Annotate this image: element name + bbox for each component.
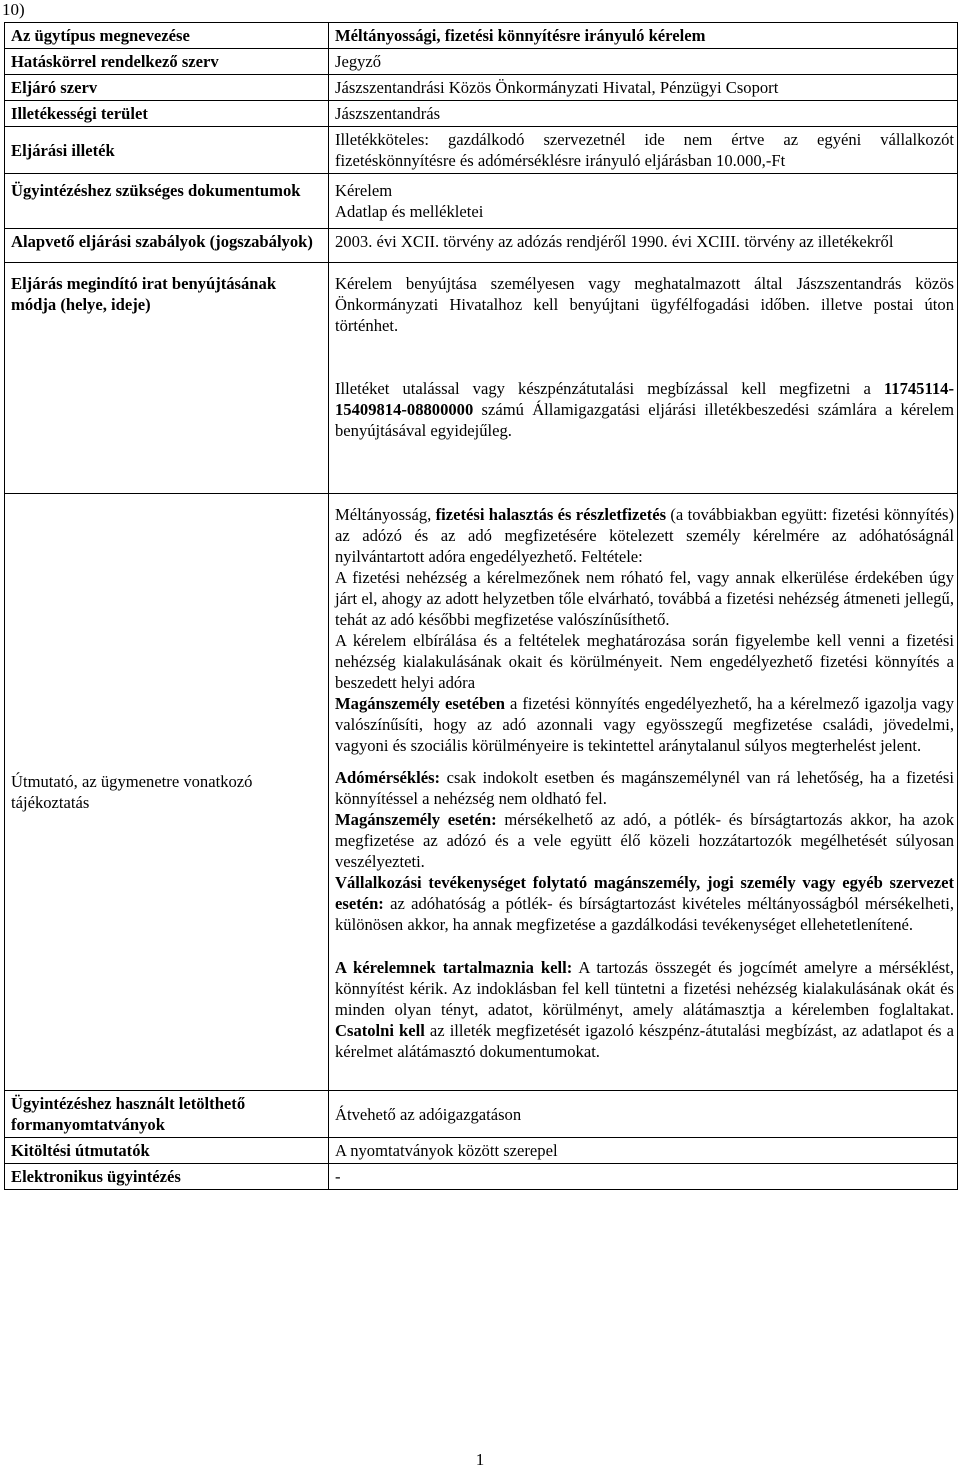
label-hataskor: Hatáskörrel rendelkező szerv (5, 49, 329, 75)
guide-paragraph: Vállalkozási tevékenységet folytató magánszemély, jogi személy vagy egyéb szervezet esetén: az adóhatóság a pótlék- és bírságtartozást kivételes méltányosságból mérsékelheti, különösen akkor, ha annak megfizetése a gazdálkodási tevékenységet ellehetetlenítené. (335, 873, 954, 934)
guide-paragraph: Magánszemély esetén: mérsékelhető az adó, a pótlék- és bírságtartozás akkor, ha azok megfizetése az adózó és a vele együtt élő közeli hozzátartozók megélhetését súlyosan veszélyezteti. (335, 810, 955, 871)
account-number: 11745114-15409814-08800000 (335, 379, 954, 419)
guide-paragraph: A kérelemnek tartalmaznia kell: A tartozás összegét és jogcímét amelyre a mérséklést, könnyítést kérik. Az indoklásban fel kell tüntetni a fizetési nehézség kialakulásának okát és minden olyan tényt, adatot, körülményt, amely alátámasztja a kérelemben foglaltakat. Csatolni kell az illeték megfizetését igazoló készpénz-átutalási megbízást, az adatlapot és a kérelmet alátámasztó dokumentumokat. (335, 958, 954, 1061)
value-ugytipus: Méltányossági, fizetési könnyítésre irányuló kérelem (329, 23, 958, 49)
table-row (5, 23, 958, 49)
table-row (5, 49, 958, 75)
guide-paragraph: Magánszemély esetében a fizetési könnyítés engedélyezhető, ha a kérelmező igazolja vagy valószínűsíti, hogy az adó azonnali vagy egyösszegű megfizetése családi, jövedelmi, vagyoni és szociális körülményeire is tekintettel aránytalanul súlyos megterhelést jelent. (335, 694, 954, 755)
table-row (5, 263, 958, 494)
table-row (5, 494, 958, 1091)
label-megindito: Eljárás megindító irat benyújtásának módja (helye, ideje) (5, 263, 329, 494)
value-illetek: Illetékköteles: gazdálkodó szervezetnél ide nem értve az egyéni vállalkozót fizetéskönnyítésre és adómérséklésre irányuló eljárásban 10.000,-Ft (329, 127, 958, 174)
label-eljaro: Eljáró szerv (5, 75, 329, 101)
doc-item-kerelem: Kérelem (335, 181, 393, 200)
label-electronic: Elektronikus ügyintézés (5, 1164, 329, 1190)
value-dokumentumok (329, 174, 958, 229)
label-ugytipus: Az ügytípus megnevezése (5, 23, 329, 49)
page-number: 1 (475, 1450, 485, 1469)
submission-text: Kérelem benyújtása személyesen vagy meghatalmazott által Jászszentandrás közös Önkormányzati Hivatalhoz kell benyújtani ügyfélfogadási időben. illetve postai úton történhet. (335, 274, 954, 335)
table-row (5, 101, 958, 127)
table-row (5, 127, 958, 174)
label-illetekesseg: Illetékességi terület (5, 101, 329, 127)
table-row (5, 174, 958, 229)
guide-paragraph: A fizetési nehézség a kérelmezőnek nem róható fel, vagy annak elkerülése érdekében úgy járt el, ahogy az adott helyzetben tőle elvárható, továbbá a fizetési nehézség átmeneti jellegű, tehát az adó későbbi megfizetése valószínűsíthető. (335, 568, 954, 629)
value-illetekesseg: Jászszentandrás (329, 101, 958, 127)
value-megindito (329, 263, 958, 494)
label-forms: Ügyintézéshez használt letölthető formanyomtatványok (5, 1091, 329, 1138)
value-forms: Átvehető az adóigazgatáson (329, 1091, 958, 1138)
guide-paragraph: A kérelem elbírálása és a feltételek meghatározása során figyelembe kell venni a fizetési nehézség kialakulásának okait és körülményeit. Nem engedélyezhető fizetési könnyítés a beszedett helyi adóra (335, 631, 954, 692)
payment-text: Illetéket utalással vagy készpénzátutalási megbízással kell megfizetni a 11745114-15409814-08800000 számú Államigazgatási eljárási illetékbeszedési számlára a kérelem benyújtásával egyidejűleg. (335, 379, 954, 440)
table-row (5, 1164, 958, 1190)
procedure-table (4, 22, 958, 1190)
label-fill: Kitöltési útmutatók (5, 1138, 329, 1164)
item-number: 10) (2, 0, 25, 19)
value-eljaro: Jászszentandrási Közös Önkormányzati Hivatal, Pénzügyi Csoport (329, 75, 958, 101)
label-illetek: Eljárási illeték (5, 127, 329, 174)
value-szabalyok: 2003. évi XCII. törvény az adózás rendjéről 1990. évi XCIII. törvény az illetékekről (329, 229, 958, 263)
value-utmutato (329, 494, 958, 1091)
label-dokumentumok: Ügyintézéshez szükséges dokumentumok (5, 174, 329, 229)
table-row (5, 1091, 958, 1138)
table-row (5, 1138, 958, 1164)
guide-paragraph: Méltányosság, fizetési halasztás és részletfizetés (a továbbiakban együtt: fizetési könnyítés) az adózó és az adó megfizetésére kötelezett személy kérelmére az adóhatóságnál nyilvántartott adóra engedélyezhető. Feltétele: (335, 505, 954, 566)
label-utmutato: Útmutató, az ügymenetre vonatkozó tájékoztatás (5, 494, 329, 1091)
table-row (5, 229, 958, 263)
value-hataskor: Jegyző (329, 49, 958, 75)
value-electronic: - (329, 1164, 958, 1190)
table-row (5, 75, 958, 101)
doc-item-adatlap: Adatlap és mellékletei (335, 202, 484, 221)
label-szabalyok: Alapvető eljárási szabályok (jogszabályok) (5, 229, 329, 263)
guide-paragraph: Adómérséklés: csak indokolt esetben és magánszemélynél van rá lehetőség, ha a fizetési könnyítéssel a nehézség nem oldható fel. (335, 768, 954, 808)
value-fill: A nyomtatványok között szerepel (329, 1138, 958, 1164)
